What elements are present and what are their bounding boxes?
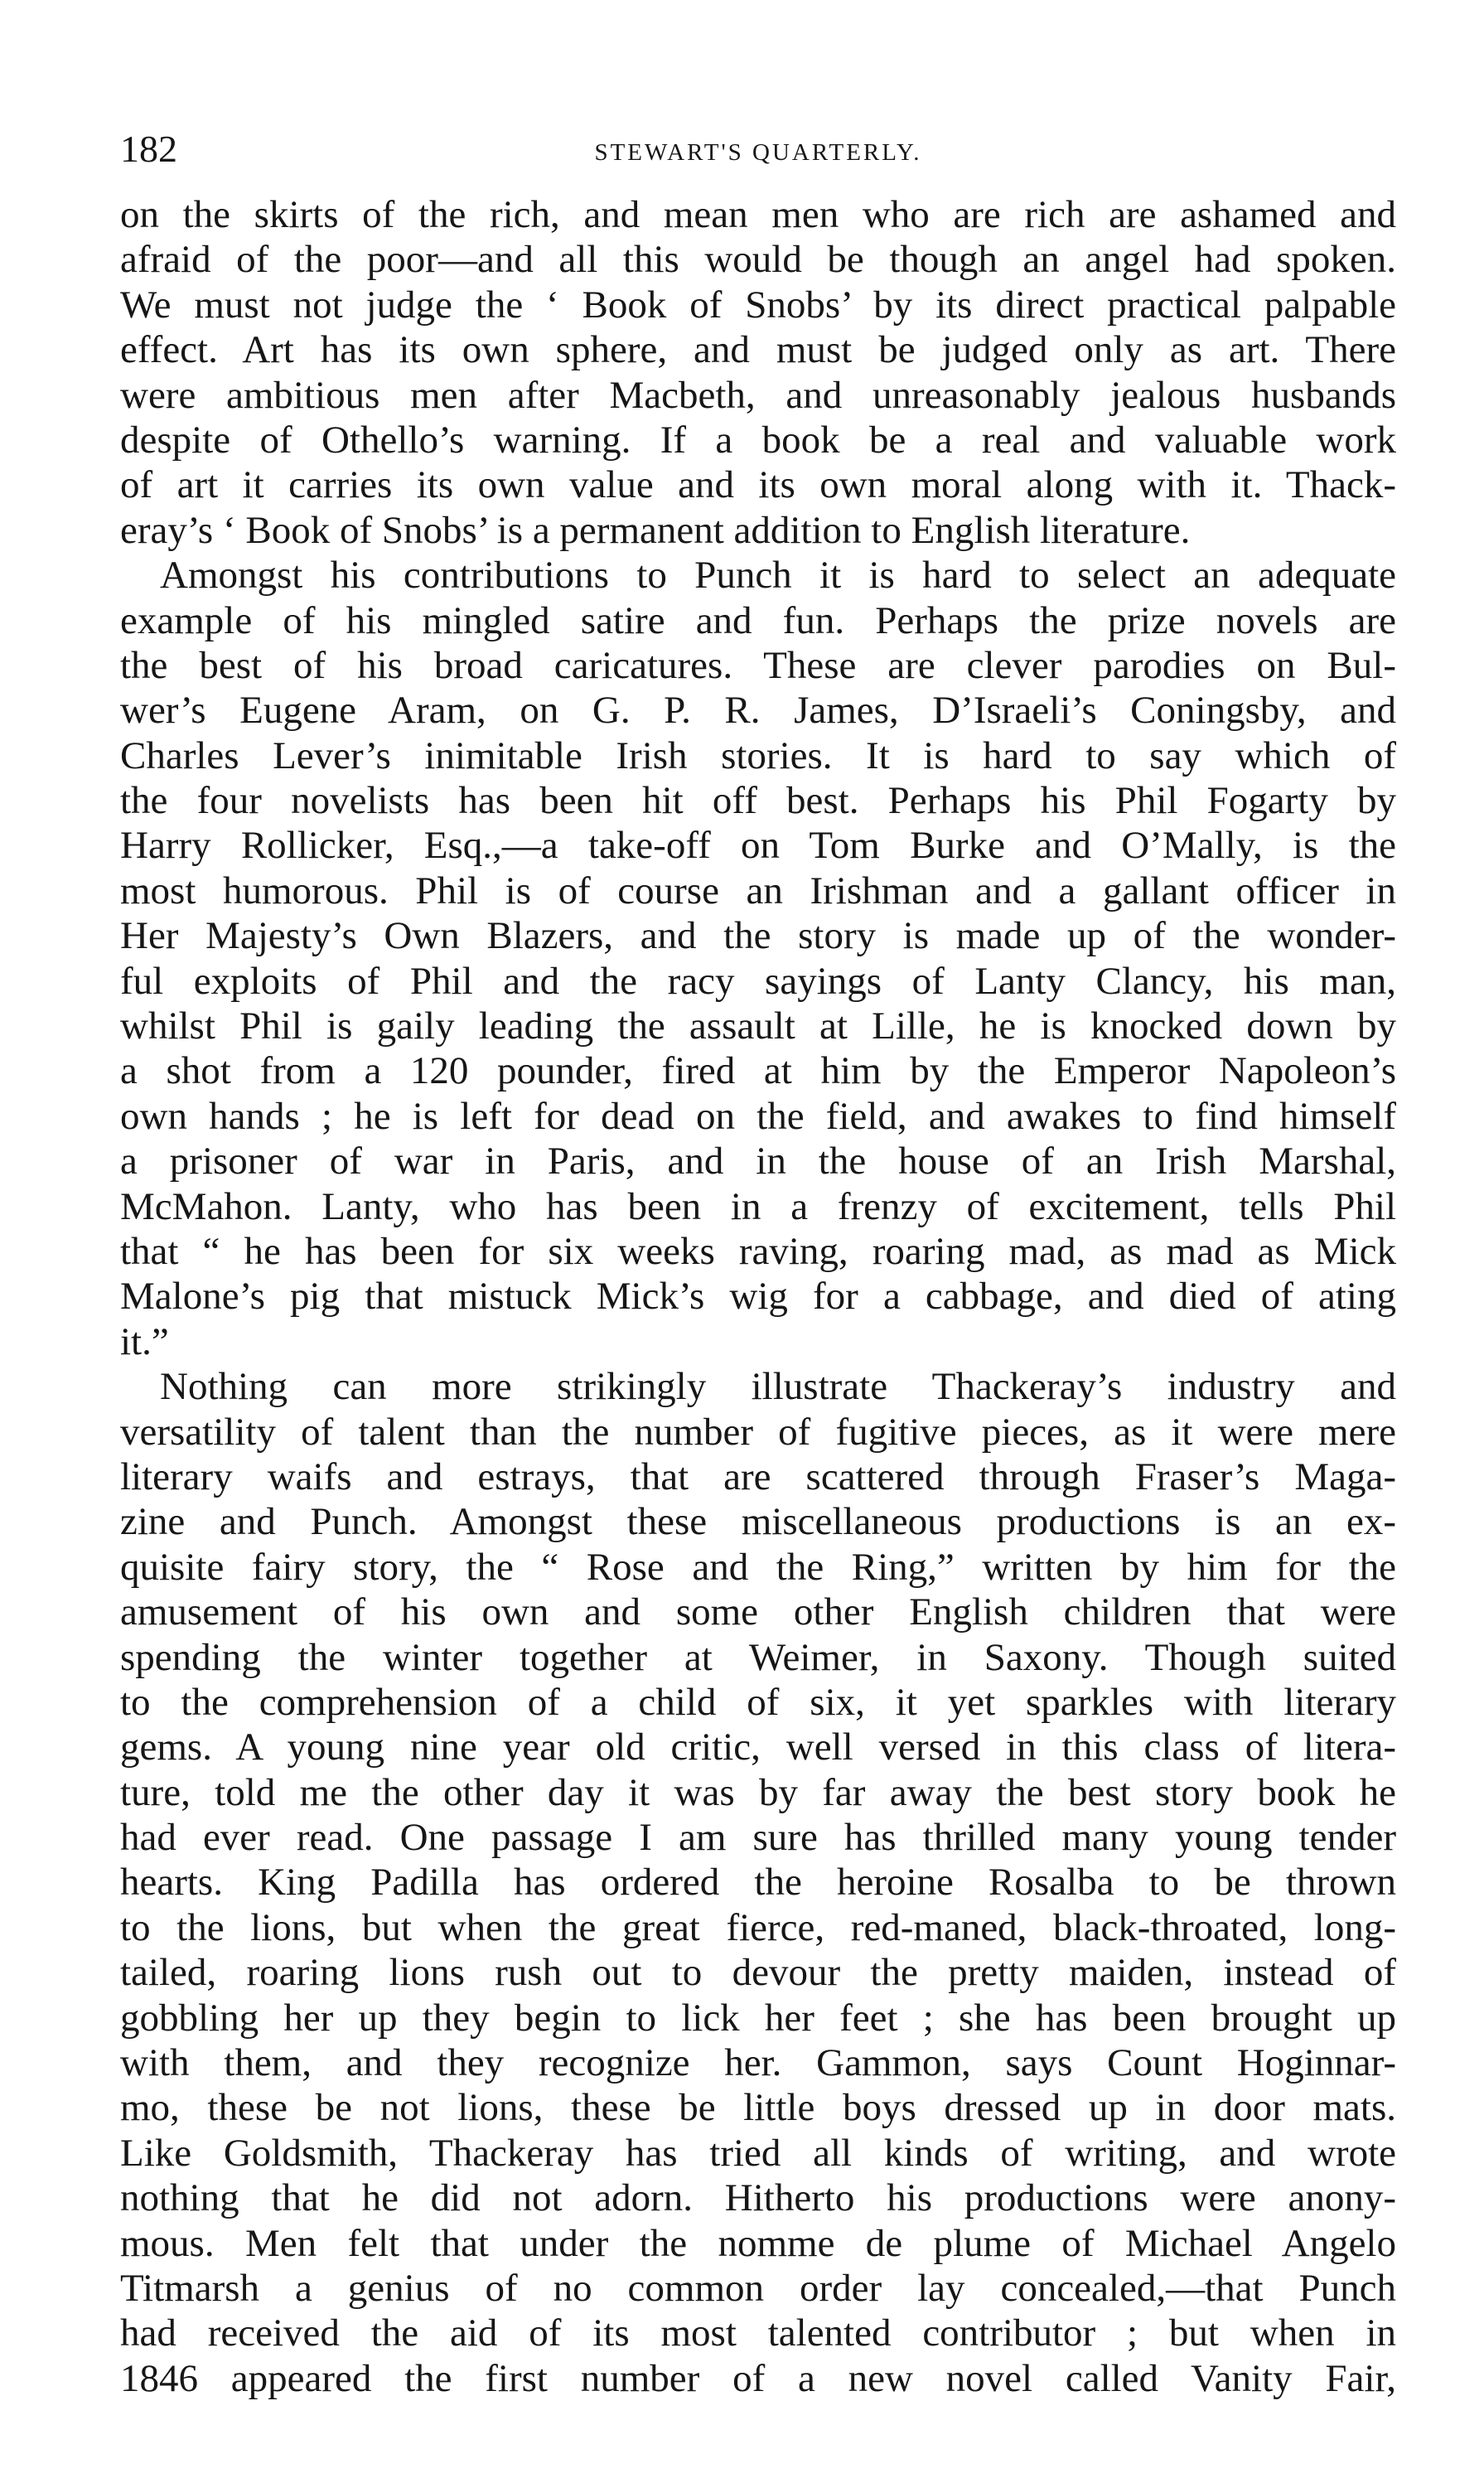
text-line: We must not judge the ‘ Book of Snobs’ by its direct practical palpable — [120, 283, 1396, 327]
text-line: Like Goldsmith, Thackeray has tried all kinds of writing, and wrote — [120, 2131, 1396, 2175]
text-line: gobbling her up they begin to lick her feet ; she has been brought up — [120, 1996, 1396, 2040]
text-line: Titmarsh a genius of no common order lay concealed,—that Punch — [120, 2266, 1396, 2310]
text-line: Malone’s pig that mistuck Mick’s wig for a cabbage, and died of ating — [120, 1275, 1396, 1319]
book-page — [120, 124, 1396, 2401]
text-line: of art it carries its own value and its own moral along with it. Thack- — [120, 463, 1396, 507]
text-line: effect. Art has its own sphere, and must be judged only as art. There — [120, 328, 1396, 372]
text-line: a shot from a 120 pounder, fired at him by the Emperor Napoleon’s — [120, 1049, 1396, 1093]
text-line: to the comprehension of a child of six, it yet sparkles with literary — [120, 1680, 1396, 1724]
text-line: had received the aid of its most talented contributor ; but when in — [120, 2311, 1396, 2355]
text-line: Her Majesty’s Own Blazers, and the story is made up of the wonder- — [120, 914, 1396, 958]
text-line: had ever read. One passage I am sure has thrilled many young tender — [120, 1816, 1396, 1860]
text-line: McMahon. Lanty, who has been in a frenzy of excitement, tells Phil — [120, 1184, 1396, 1228]
text-line: a prisoner of war in Paris, and in the house of an Irish Marshal, — [120, 1140, 1396, 1183]
text-line: with them, and they recognize her. Gammon, says Count Hoginnar- — [120, 2041, 1396, 2085]
text-line: Charles Lever’s inimitable Irish stories. It is hard to say which of — [120, 733, 1396, 777]
text-line: literary waifs and estrays, that are scattered through Fraser’s Maga- — [120, 1454, 1396, 1498]
text-line: nothing that he did not adorn. Hitherto his productions were anony- — [120, 2176, 1396, 2220]
text-line: 1846 appeared the first number of a new novel called Vanity Fair, — [120, 2356, 1396, 2400]
text-line: own hands ; he is left for dead on the field, and awakes to find himself — [120, 1094, 1396, 1138]
text-line: mo, these be not lions, these be little boys dressed up in door mats. — [120, 2086, 1396, 2130]
text-line: Nothing can more strikingly illustrate Thackeray’s industry and — [160, 1365, 1396, 1409]
text-line: example of his mingled satire and fun. Perhaps the prize novels are — [120, 598, 1396, 642]
text-line: versatility of talent than the number of fugitive pieces, as it were mere — [120, 1410, 1396, 1454]
text-line: most humorous. Phil is of course an Irishman and a gallant officer in — [120, 869, 1396, 912]
text-line: wer’s Eugene Aram, on G. P. R. James, D’Israeli’s Coningsby, and — [120, 689, 1396, 733]
text-line: it.” — [120, 1319, 169, 1363]
page-header — [120, 124, 1396, 182]
text-line: on the skirts of the rich, and mean men who are rich are ashamed and — [120, 193, 1396, 236]
text-line: amusement of his own and some other English children that were — [120, 1590, 1396, 1634]
text-line: spending the winter together at Weimer, in Saxony. Though suited — [120, 1635, 1396, 1679]
running-head: STEWART'S QUARTERLY. — [594, 139, 922, 166]
text-line: quisite fairy story, the “ Rose and the Ring,” written by him for the — [120, 1545, 1396, 1589]
text-line: to the lions, but when the great fierce, red-maned, black-throated, long- — [120, 1905, 1396, 1949]
text-line: hearts. King Padilla has ordered the heroine Rosalba to be thrown — [120, 1861, 1396, 1905]
text-line: Amongst his contributions to Punch it is hard to select an adequate — [160, 554, 1396, 598]
text-line: Harry Rollicker, Esq.,—a take-off on Tom Burke and O’Mally, is the — [120, 824, 1396, 868]
text-line: whilst Phil is gaily leading the assault at Lille, he is knocked down by — [120, 1004, 1396, 1048]
text-line: despite of Othello’s warning. If a book be a real and valuable work — [120, 418, 1396, 462]
text-line: that “ he has been for six weeks raving, roaring mad, as mad as Mick — [120, 1229, 1396, 1273]
text-line: the four novelists has been hit off best. Perhaps his Phil Fogarty by — [120, 779, 1396, 823]
text-line: ful exploits of Phil and the racy sayings of Lanty Clancy, his man, — [120, 959, 1396, 1003]
text-line: mous. Men felt that under the nomme de plume of Michael Angelo — [120, 2221, 1396, 2265]
text-line: gems. A young nine year old critic, well versed in this class of litera- — [120, 1726, 1396, 1769]
page-number: 182 — [120, 128, 177, 170]
text-line: were ambitious men after Macbeth, and unreasonably jealous husbands — [120, 373, 1396, 417]
body-text — [120, 192, 1396, 2401]
text-line: the best of his broad caricatures. These are clever parodies on Bul- — [120, 643, 1396, 687]
text-line: zine and Punch. Amongst these miscellaneous productions is an ex- — [120, 1500, 1396, 1544]
text-line: tailed, roaring lions rush out to devour the pretty maiden, instead of — [120, 1951, 1396, 1995]
text-line: ture, told me the other day it was by far away the best story book he — [120, 1770, 1396, 1814]
text-line: afraid of the poor—and all this would be though an angel had spoken. — [120, 238, 1396, 282]
text-line: eray’s ‘ Book of Snobs’ is a permanent addition to English literature. — [120, 508, 1191, 552]
